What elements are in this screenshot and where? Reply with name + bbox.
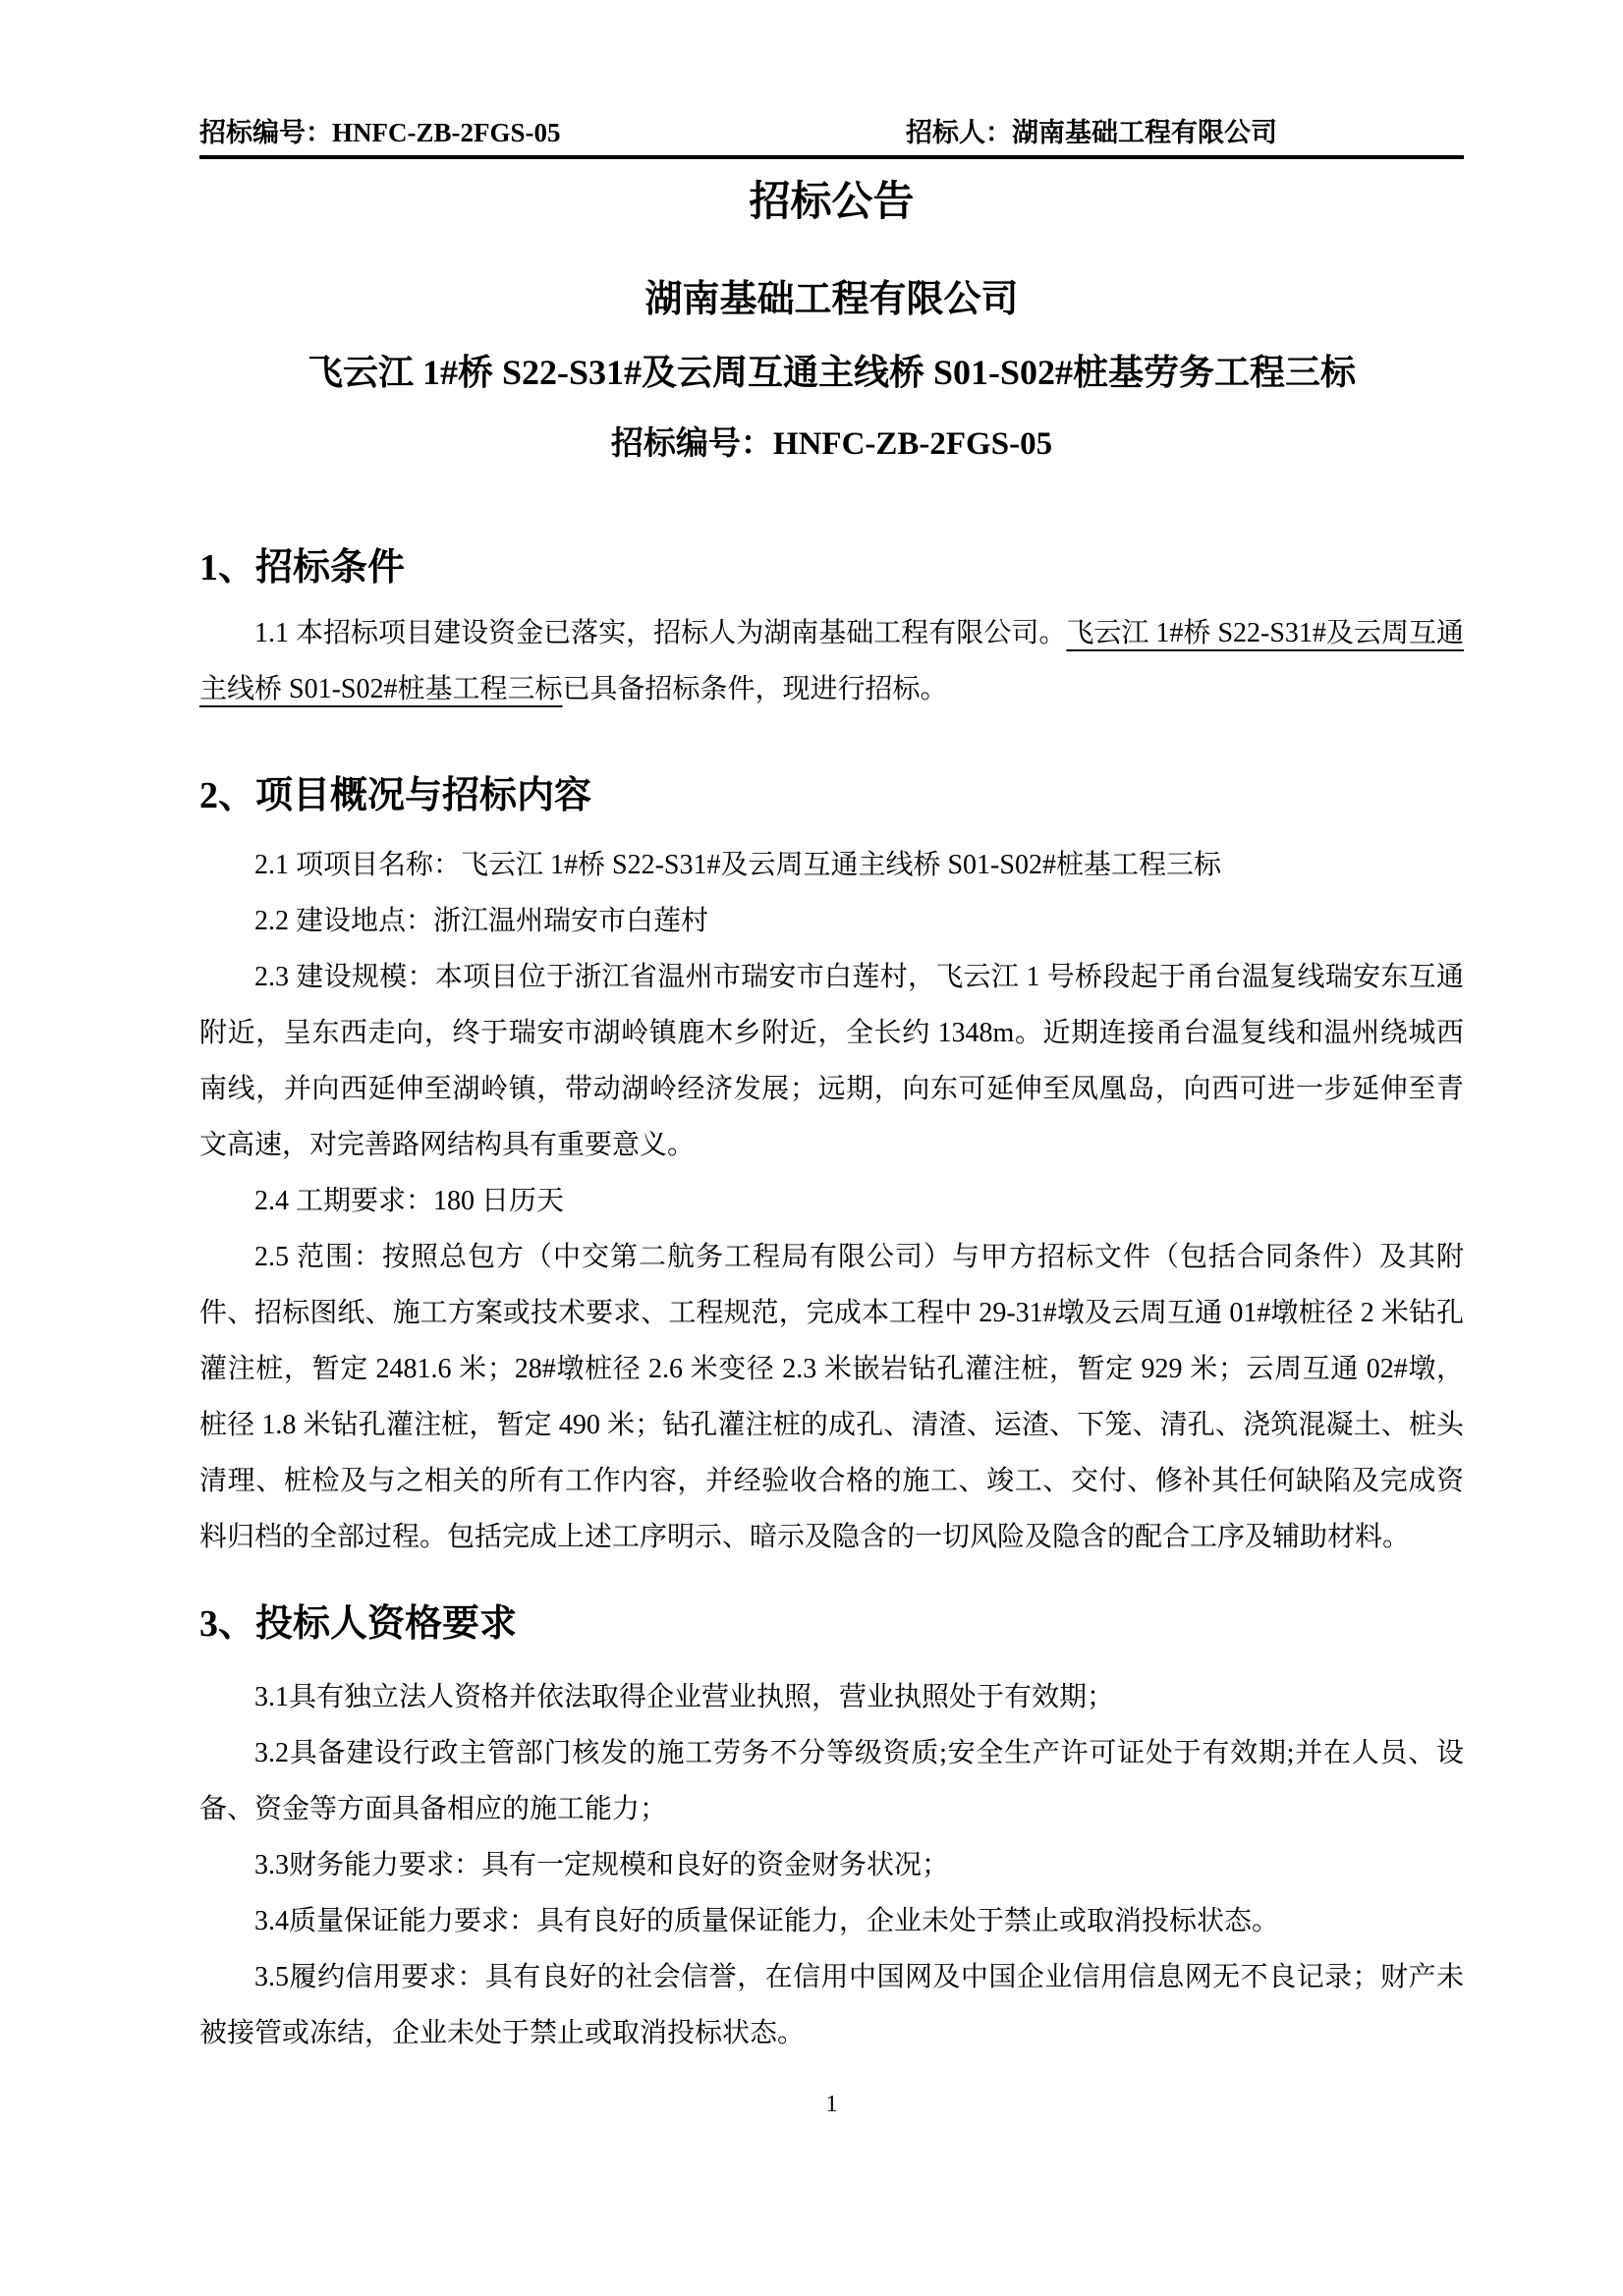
clause-3-3: 3.3财务能力要求：具有一定规模和良好的资金财务状况；	[254, 1850, 950, 1880]
header-tenderer: 招标人：湖南基础工程有限公司	[906, 118, 1277, 147]
clause-1-1-underlined-project: 飞云江 1#桥 S22-S31#及云周互通主线桥 S01-S02#桩基工程三标	[199, 618, 1464, 704]
notice-title: 招标公告	[749, 180, 915, 225]
clause-2-4: 2.4 工期要求：180 日历天	[254, 1186, 565, 1216]
section-tender-conditions	[199, 544, 1464, 717]
clause-2-2: 2.2 建设地点：浙江温州瑞安市白莲村	[254, 906, 709, 936]
page-header	[199, 116, 1464, 149]
project-name: 飞云江 1#桥 S22-S31#及云周互通主线桥 S01-S02#桩基劳务工程三标	[307, 353, 1357, 392]
header-rule	[199, 155, 1464, 159]
section-2-heading: 2、项目概况与招标内容	[199, 775, 592, 816]
clause-2-1: 2.1 项项目名称：飞云江 1#桥 S22-S31#及云周互通主线桥 S01-S02#桩基工程三标	[254, 850, 1221, 880]
tender-number: 招标编号：HNFC-ZB-2FGS-05	[610, 426, 1053, 462]
clause-1-1-post: 已具备招标条件，现进行招标。	[562, 674, 948, 704]
section-project-overview	[199, 772, 1464, 1565]
clause-1-1	[199, 605, 1464, 717]
clause-3-5: 3.5履约信用要求：具有良好的社会信誉，在信用中国网及中国企业信用信息网无不良记录；财产未被接管或冻结，企业未处于禁止或取消投标状态。	[199, 1962, 1464, 2048]
clause-2-5: 2.5 范围：按照总包方（中交第二航务工程局有限公司）与甲方招标文件（包括合同条件）及其附件、招标图纸、施工方案或技术要求、工程规范，完成本工程中 29-31#墩及云周互通 01#墩桩径 2 米钻孔灌注桩，暂定 2481.6 米；28#墩桩径 2.6 米变径 2.3 米嵌岩钻孔灌注桩，暂定 929 米；云周互通 02#墩，桩径 1.8 米钻孔灌注桩，暂定 490 米；钻孔灌注桩的成孔、清渣、运渣、下笼、清孔、浇筑混凝土、桩头清理、桩检及与之相关的所有工作内容，并经验收合格的施工、竣工、交付、修补其任何缺陷及完成资料归档的全部过程。包括完成上述工序明示、暗示及隐含的一切风险及隐含的配合工序及辅助材料。	[199, 1242, 1464, 1552]
page-footer	[199, 2091, 1464, 2118]
clause-3-2: 3.2具备建设行政主管部门核发的施工劳务不分等级资质;安全生产许可证处于有效期;并在人员、设备、资金等方面具备相应的施工能力；	[199, 1738, 1464, 1824]
section-1-heading: 1、招标条件	[199, 547, 406, 588]
clause-2-3: 2.3 建设规模：本项目位于浙江省温州市瑞安市白莲村，飞云江 1 号桥段起于甬台温复线瑞安东互通附近，呈东西走向，终于瑞安市湖岭镇鹿木乡附近，全长约 1348m。近期连接甬台温复线和温州绕城西南线，并向西延伸至湖岭镇，带动湖岭经济发展；远期，向东可延伸至凤凰岛，向西可进一步延伸至青文高速，对完善路网结构具有重要意义。	[199, 962, 1464, 1160]
clause-1-1-pre: 1.1 本招标项目建设资金已落实，招标人为湖南基础工程有限公司。	[254, 618, 1067, 648]
company-name: 湖南基础工程有限公司	[644, 279, 1019, 320]
page-number: 1	[825, 2092, 838, 2117]
clause-3-4: 3.4质量保证能力要求：具有良好的质量保证能力，企业未处于禁止或取消投标状态。	[254, 1906, 1280, 1936]
section-3-heading: 3、投标人资格要求	[199, 1603, 518, 1645]
title-block	[199, 179, 1464, 464]
header-tender-number: 招标编号：HNFC-ZB-2FGS-05	[199, 118, 561, 147]
section-bidder-qualifications	[199, 1600, 1464, 2061]
clause-3-1: 3.1具有独立法人资格并依法取得企业营业执照，营业执照处于有效期；	[254, 1682, 1115, 1712]
